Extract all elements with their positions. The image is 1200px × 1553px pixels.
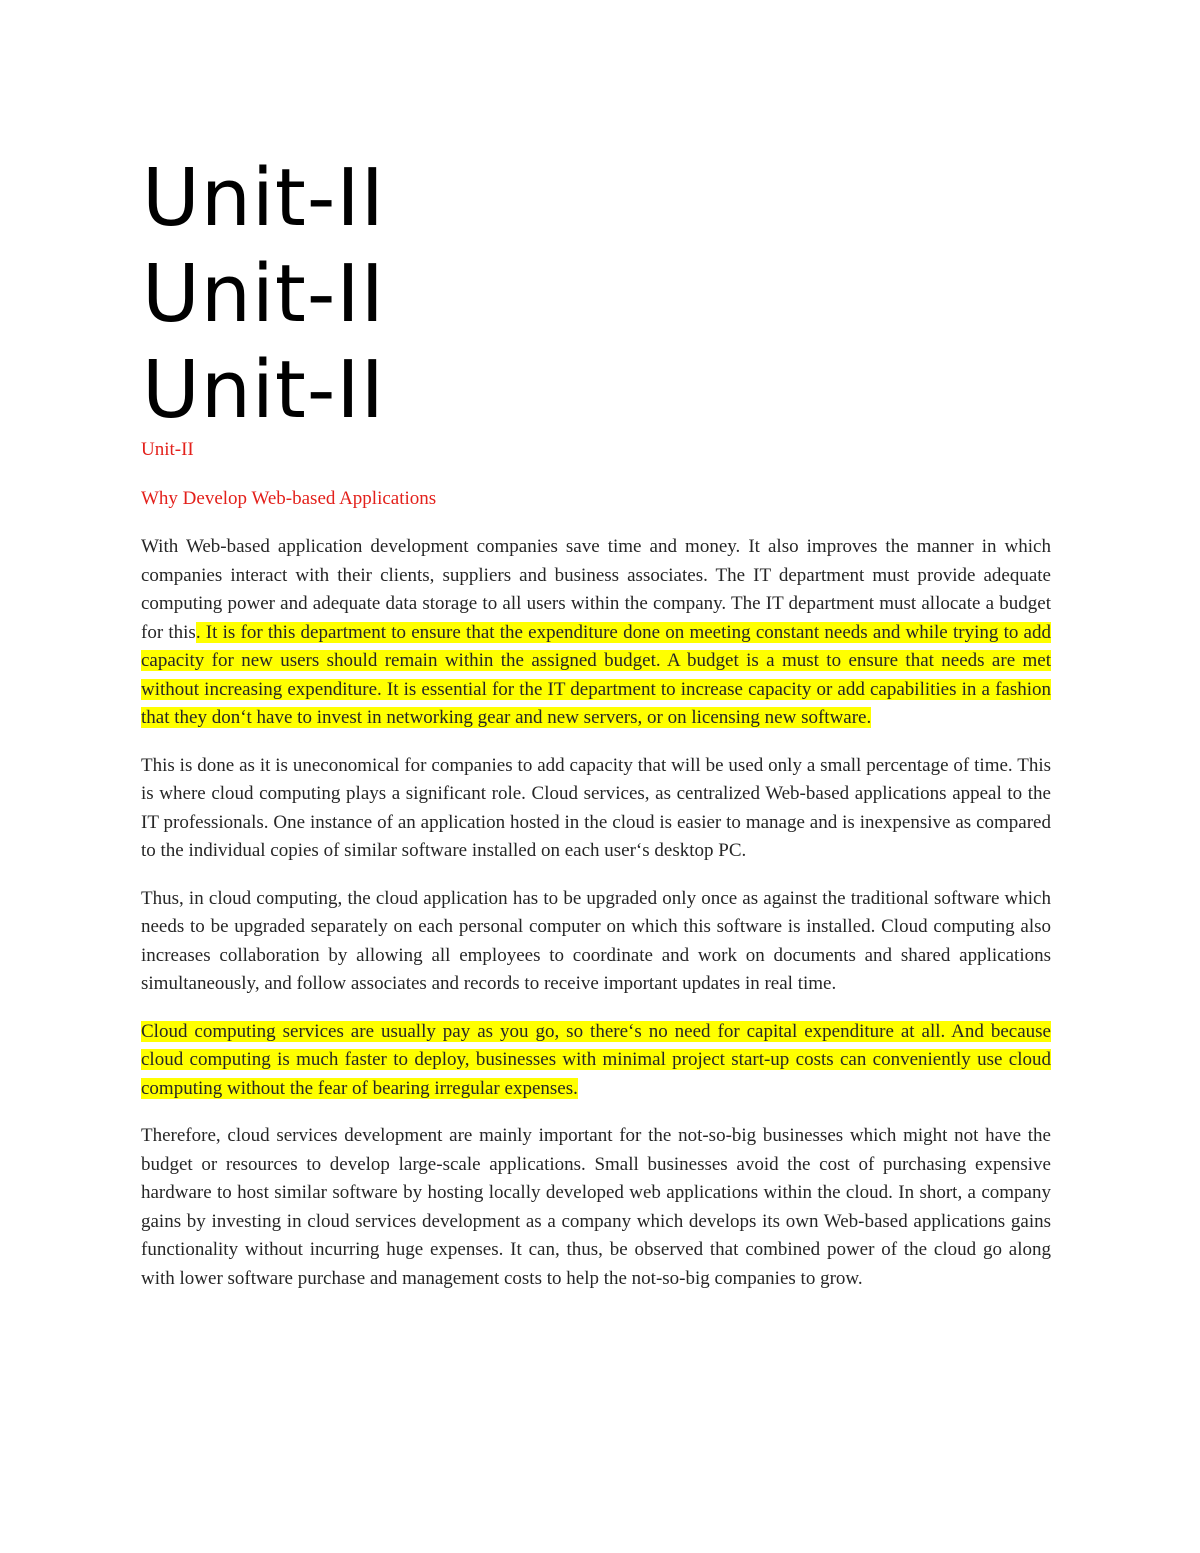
unit-heading: Unit-II	[141, 439, 194, 460]
paragraph-text: Thus, in cloud computing, the cloud application has to be upgraded only once as against the traditional software which needs to be upgraded separately on each personal computer on which this software is installed. Cloud computing also increases collaboration by allowing all employees to coordinate and work on documents and shared applications simultaneously, and follow associates and records to receive important updates in real time.	[141, 887, 1051, 994]
highlighted-text: . It is for this department to ensure that the expenditure done on meeting constant needs and while trying to add capacity for new users should remain within the assigned budget. A budget is a must to ensure that needs are met without increasing expenditure. It is essential for the IT department to increase capacity or add capabilities in a fashion that they don‘t have to invest in networking gear and new servers, or on licensing new software.	[141, 621, 1051, 728]
paragraph-text: This is done as it is uneconomical for companies to add capacity that will be used only a small percentage of time. This is where cloud computing plays a significant role. Cloud services, as centralized Web-based applications appeal to the IT professionals. One instance of an application hosted in the cloud is easier to manage and is inexpensive as compared to the individual copies of similar software installed on each user‘s desktop PC.	[141, 754, 1051, 861]
document-body	[141, 436, 1051, 1312]
paragraph-text: Therefore, cloud services development are mainly important for the not-so-big businesses which might not have the budget or resources to develop large-scale applications. Small businesses avoid the cost of purchasing expensive hardware to host similar software by hosting locally developed web applications within the cloud. In short, a company gains by investing in cloud services development as a company which develops its own Web-based applications gains functionality without incurring huge expenses. It can, thus, be observed that combined power of the cloud go along with lower software purchase and management costs to help the not-so-big companies to grow.	[141, 1125, 1051, 1289]
large-title: Unit-II	[142, 248, 385, 340]
large-title: Unit-II	[142, 152, 385, 244]
paragraph-web-based-development	[141, 533, 1051, 733]
paragraph-text: With Web-based application development companies save time and money. It also improves the manner in which companies interact with their clients, suppliers and business associates. The IT department must provide adequate computing power and adequate data storage to all users within the company. The IT department must allocate a budget for this	[141, 536, 1051, 643]
section-heading: Why Develop Web-based Applications	[141, 487, 437, 509]
highlighted-text: Cloud computing services are usually pay as you go, so there‘s no need for capital expenditure at all. And because cloud computing is much faster to deploy, businesses with minimal project start-up costs can conveniently use cloud computing without the fear of bearing irregular expenses.	[141, 1020, 1051, 1099]
large-title: Unit-II	[142, 344, 385, 436]
paragraph-uneconomical-capacity	[141, 752, 1051, 866]
large-title-block	[142, 150, 385, 438]
paragraph-small-businesses	[141, 1122, 1051, 1293]
paragraph-pay-as-you-go	[141, 1018, 1051, 1104]
paragraph-cloud-upgrades	[141, 885, 1051, 999]
